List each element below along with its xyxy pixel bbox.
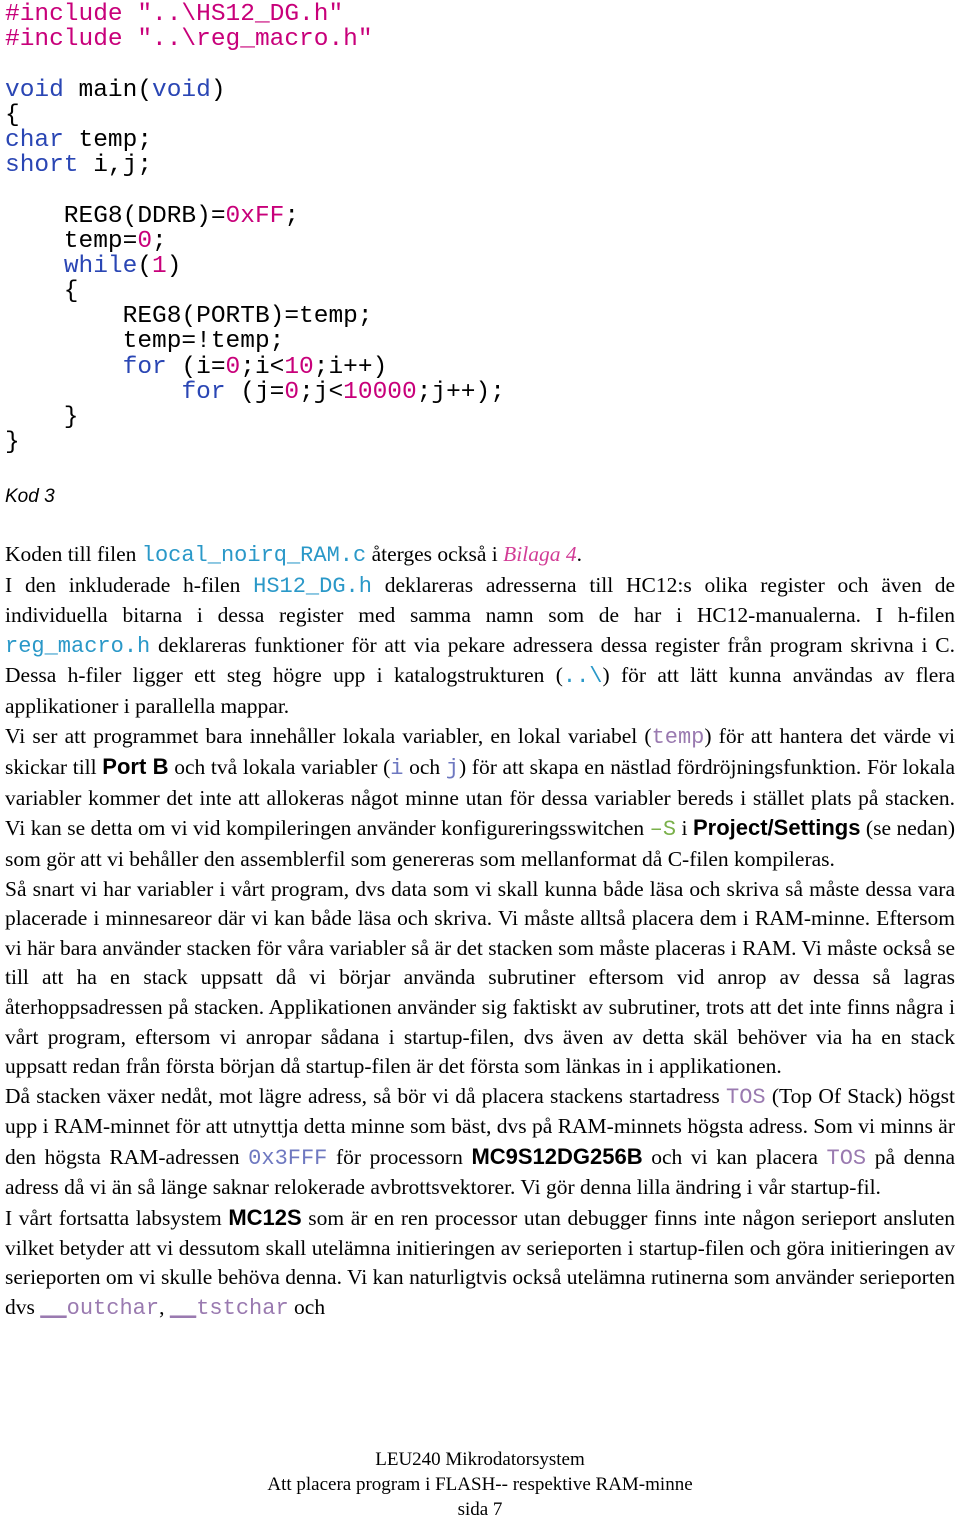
function-code-prefix: __ — [169, 1295, 197, 1321]
symbol-code: TOS — [826, 1145, 867, 1171]
number-literal: 10000 — [343, 378, 417, 406]
paragraph — [5, 571, 955, 722]
text: på denna adress då vi än så länge saknar relokerade avbrottsvektorer. Vi gör denna lilla ändring i vår startup-fil. — [5, 1144, 955, 1200]
appendix-link[interactable]: Bilaga 4 — [503, 542, 577, 566]
text: deklareras adresserna till HC12:s olika register och även de individuella bitarna i dessa register med samma namn som de har i HC12-manualerna. I h-filen — [5, 572, 955, 628]
code-text: REG8(DDRB)= — [5, 202, 226, 230]
bold-term: MC9S12DG256B — [471, 1143, 643, 1169]
text: Då stacken växer nedåt, mot lägre adress, så bör vi då placera stackens startadress — [5, 1083, 727, 1108]
variable-code: i — [390, 756, 404, 782]
text: och två lokala variabler ( — [168, 755, 391, 780]
filename-code: HS12_DG.h — [253, 573, 372, 599]
code-line-for-j — [5, 380, 945, 405]
footer-course: LEU240 Mikrodatorsystem — [375, 1449, 585, 1470]
code-line-for-i — [5, 355, 945, 380]
text: för processorn — [327, 1144, 472, 1169]
text: (Top Of Stack) högst upp i RAM-minnet för att utnyttja detta minne som bäst, dvs på RAM-minnets högsta adress. Som vi minns är den högsta RAM-adressen — [5, 1083, 955, 1169]
variable-code: temp — [651, 724, 705, 750]
code-caption: Kod 3 — [5, 486, 55, 507]
text: återges också i — [366, 542, 504, 566]
code-line-reg8-ddrb — [5, 204, 945, 229]
text: och — [288, 1294, 326, 1319]
text: som är en ren processor utan debugger finns inte någon serieport ansluten vilket betyder att vi dessutom skall utelämna initieringen av serieporten i startup-filen och göra initieringen av serieporten om vi skulle behöva denna. Vi kan naturligtvis också utelämna rutinerna som använder serieporten dvs — [5, 1206, 955, 1319]
body-text — [5, 540, 955, 1323]
code-line-brace-open — [5, 103, 945, 128]
include-directive: #include "..\HS12_DG.h" — [5, 1, 344, 28]
number-literal: 0xFF — [225, 202, 285, 230]
paragraph — [5, 722, 955, 875]
text: Vi ser att programmet bara innehåller lokala variabler, en lokal variabel ( — [5, 723, 652, 748]
text: Koden till filen — [5, 542, 142, 566]
keyword: void — [5, 76, 64, 104]
address-code: 0x3FFF — [248, 1145, 328, 1171]
keyword: short — [5, 152, 79, 180]
number-literal: 0 — [137, 227, 153, 255]
text: ) för att hantera det värde vi skickar till — [5, 723, 955, 780]
code-text: main( — [63, 76, 153, 104]
code-text: ) — [166, 252, 182, 280]
function-code: outchar — [66, 1295, 160, 1321]
keyword: char — [5, 126, 64, 154]
code-text: } — [5, 404, 79, 431]
text: , — [159, 1294, 170, 1319]
text: I vårt fortsatta labsystem — [5, 1206, 229, 1231]
text: och vi kan placera — [642, 1144, 827, 1169]
text: deklareras funktioner för att via pekare adressera dessa register från program skrivna i C. Dessa h-filer ligger ett steg högre upp i katalogstrukturen ( — [5, 632, 955, 688]
code-line-brace-close — [5, 430, 945, 455]
code-line-blank — [5, 52, 945, 77]
code-line-while — [5, 254, 945, 279]
text: . — [576, 542, 582, 566]
text: ) för att lätt kunna användas av flera applikationer i parallella mappar. — [5, 663, 956, 718]
keyword: void — [152, 76, 211, 104]
code-text: i,j; — [78, 152, 153, 180]
text: ) för att skapa en nästlad fördröjningsfunktion. För lokala variabler kommer det inte att allokeras något minne utan för dessa variabler bereds i stället plats på stacken. Vi kan se detta om vi vid kompileringen använder konfigureringsswitchen — [5, 755, 956, 841]
paragraph — [5, 1082, 955, 1203]
keyword: for — [122, 353, 167, 381]
code-line-temp0 — [5, 229, 945, 254]
code-text: ; — [152, 227, 167, 255]
path-code: ..\ — [562, 664, 603, 690]
code-line-inner-close — [5, 405, 945, 430]
code-text: ;i++) — [313, 353, 388, 381]
number-literal: 1 — [152, 252, 167, 280]
code-text: ;j++); — [416, 378, 505, 406]
text: och — [403, 755, 446, 780]
code-line-blank — [5, 178, 945, 203]
code-text: ;i< — [240, 353, 285, 381]
function-code: tstchar — [196, 1295, 289, 1321]
code-listing — [5, 2, 945, 455]
paragraph — [5, 1203, 955, 1323]
keyword: for — [181, 378, 226, 406]
keyword: while — [63, 252, 138, 280]
switch-code: –S — [649, 817, 677, 843]
text: i — [676, 816, 693, 841]
text: (se nedan) som gör att vi behåller den assemblerfil som genereras som mellanformat då C-filen kompileras. — [5, 816, 955, 871]
code-text: temp=!temp; — [5, 328, 285, 356]
number-literal: 10 — [284, 353, 314, 381]
footer-page-number: sida 7 — [457, 1499, 503, 1520]
filename-code: local_noirq_RAM.c — [141, 543, 367, 568]
code-text: ;j< — [299, 378, 344, 406]
number-literal: 0 — [284, 378, 300, 406]
bold-term: Project/Settings — [692, 815, 861, 841]
code-text: { — [5, 278, 79, 306]
code-line-tempnot — [5, 329, 945, 354]
code-line-include-1 — [5, 2, 945, 27]
code-line-portb — [5, 304, 945, 329]
code-text: } — [5, 429, 20, 457]
include-directive: #include "..\reg_macro.h" — [5, 26, 373, 54]
code-text: (j= — [225, 378, 285, 406]
number-literal: 0 — [225, 353, 241, 381]
code-text: temp; — [63, 126, 153, 154]
variable-code: j — [445, 756, 459, 782]
paragraph: Så snart vi har variabler i vårt program, dvs data som vi skall kunna både läsa och skriva så måste dessa vara placerade i minnesareor där vi kan både läsa och skriva. Vi måste alltså placera dem i RAM-minne. Eftersom vi här bara använder stacken för våra variabler så är det stacken som måste placeras i RAM. Vi måste också se till att ha en stack uppsatt då vi börjar använda subrutiner eftersom vid anrop av dessa så lagras återhoppsadressen på stacken. Applikationen använder sig faktiskt av subrutiner, trots att det inte finns några i vårt program, eftersom vi anropar sådana i startup-filen, dvs även av detta skäl behöver via ha en stack uppsatt redan från första början då startup-filen är det första som länkas in i applikationen. — [5, 876, 955, 1079]
code-text: REG8(PORTB)=temp; — [5, 303, 373, 331]
bold-term: MC12S — [228, 1205, 302, 1231]
bold-term: Port B — [102, 754, 169, 780]
code-line-char — [5, 128, 945, 153]
function-code-prefix: __ — [40, 1295, 67, 1321]
filename-code: reg_macro.h — [5, 633, 151, 659]
text: I den inkluderade h-filen — [5, 572, 254, 597]
code-text: temp= — [5, 227, 138, 255]
code-text: (i= — [166, 353, 226, 381]
code-text: ; — [284, 202, 300, 230]
code-text: ( — [137, 252, 153, 280]
symbol-code: TOS — [726, 1084, 766, 1110]
code-line-main — [5, 78, 945, 103]
code-text: ) — [210, 76, 226, 104]
page-footer — [0, 1447, 960, 1522]
footer-title: Att placera program i FLASH-- respektive RAM-minne — [267, 1474, 693, 1495]
paragraph — [5, 540, 955, 571]
code-line-short — [5, 153, 945, 178]
code-line-include-2 — [5, 27, 945, 52]
code-line-inner-open — [5, 279, 945, 304]
code-text: { — [5, 101, 20, 129]
